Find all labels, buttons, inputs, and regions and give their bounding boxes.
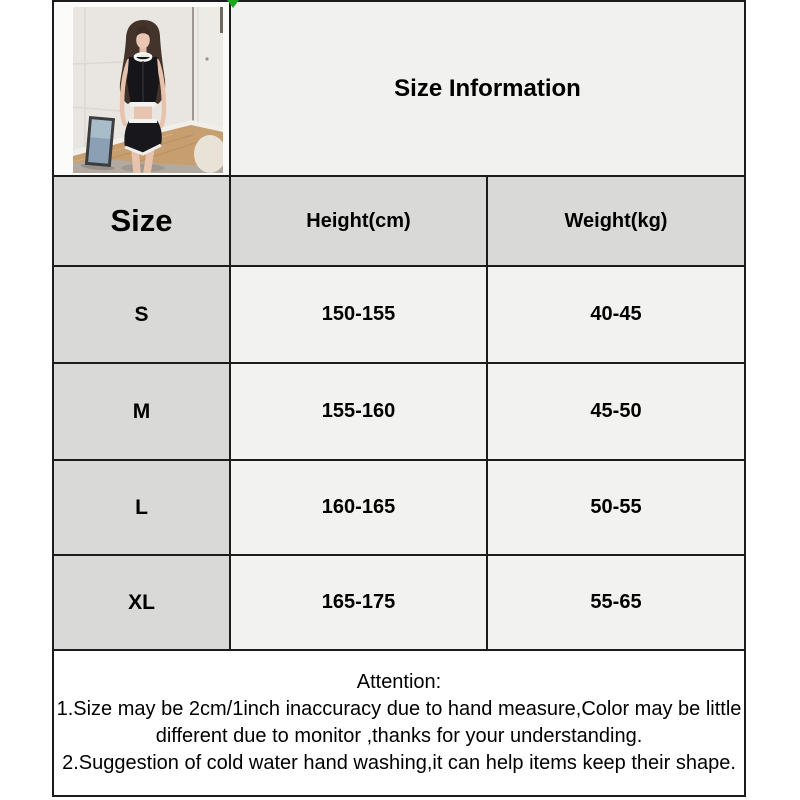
table-row-l (53, 460, 745, 555)
size-row-label: M (53, 363, 230, 460)
column-header-weight: Weight(kg) (487, 176, 745, 266)
weight-value: 40-45 (487, 266, 745, 363)
weight-value: 55-65 (487, 555, 745, 650)
attention-line: different due to monitor ,thanks for your understanding. (155, 725, 643, 747)
table-row-m (53, 363, 745, 460)
weight-value: 50-55 (487, 460, 745, 555)
height-value: 160-165 (230, 460, 487, 555)
attention-line: 1.Size may be 2cm/1inch inaccuracy due to hand measure,Color may be little (56, 698, 742, 720)
height-value: 150-155 (230, 266, 487, 363)
product-photo (73, 7, 223, 173)
product-photo-cell (53, 1, 230, 176)
weight-value: 45-50 (487, 363, 745, 460)
table-header-row (53, 176, 745, 266)
table-row-s (53, 266, 745, 363)
attention-heading: Attention: (356, 671, 442, 693)
size-table (52, 0, 746, 797)
size-row-label: S (53, 266, 230, 363)
table-row-top (53, 1, 745, 176)
size-information-title: Size Information (394, 74, 581, 102)
attention-row (53, 650, 745, 796)
size-row-label: XL (53, 555, 230, 650)
attention-note (53, 650, 745, 796)
height-value: 165-175 (230, 555, 487, 650)
attention-line: 2.Suggestion of cold water hand washing,it can help items keep their shape. (62, 752, 736, 774)
green-corner-marker (227, 0, 239, 8)
table-row-xl (53, 555, 745, 650)
column-header-height: Height(cm) (230, 176, 487, 266)
size-information-title-cell (230, 1, 745, 176)
column-header-size: Size (53, 176, 230, 266)
size-row-label: L (53, 460, 230, 555)
height-value: 155-160 (230, 363, 487, 460)
